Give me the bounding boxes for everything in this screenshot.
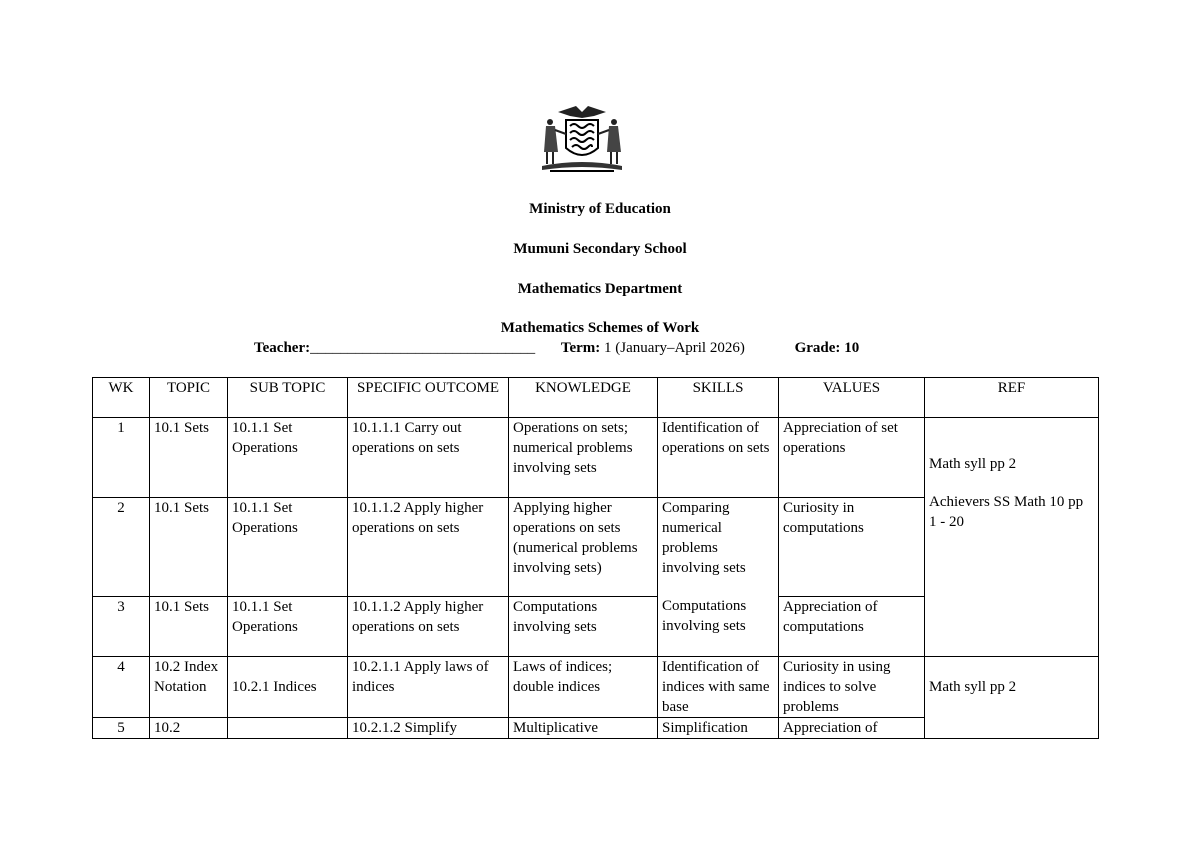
topic-cell: 10.1 Sets bbox=[150, 597, 228, 657]
week-cell: 4 bbox=[93, 657, 150, 718]
skills-cell: Simplification bbox=[658, 718, 779, 739]
knowledge-cell: Multiplicative bbox=[509, 718, 658, 739]
table-header-row bbox=[93, 378, 1099, 418]
column-header-topic: TOPIC bbox=[150, 378, 228, 418]
topic-cell: 10.1 Sets bbox=[150, 418, 228, 498]
sub-topic-cell: 10.2.1 Indices bbox=[228, 657, 348, 718]
teacher-label: Teacher: bbox=[254, 340, 311, 356]
sub-topic-cell bbox=[228, 718, 348, 739]
grade-value: 10 bbox=[844, 340, 860, 356]
sub-topic-cell: 10.1.1 Set Operations bbox=[228, 597, 348, 657]
table-row bbox=[93, 418, 1099, 498]
topic-cell: 10.2 bbox=[150, 718, 228, 739]
values-cell: Curiosity in computations bbox=[779, 498, 925, 597]
ref-syllabus: Math syll pp 2 bbox=[929, 456, 1017, 472]
skills-cell-merged bbox=[658, 498, 779, 657]
outcome-cell: 10.2.1.1 Apply laws of indices bbox=[348, 657, 509, 718]
outcome-cell: 10.1.1.1 Carry out operations on sets bbox=[348, 418, 509, 498]
term-label: Term: bbox=[560, 340, 601, 356]
scheme-of-work-table bbox=[92, 377, 1099, 739]
topic-cell: 10.1 Sets bbox=[150, 498, 228, 597]
knowledge-cell: Applying higher operations on sets (numerical problems involving sets) bbox=[509, 498, 658, 597]
values-cell: Appreciation of computations bbox=[779, 597, 925, 657]
department-heading: Mathematics Department bbox=[517, 281, 683, 297]
column-header-specific-outcome: SPECIFIC OUTCOME bbox=[348, 378, 509, 418]
week-cell: 3 bbox=[93, 597, 150, 657]
values-cell: Appreciation of bbox=[779, 718, 925, 739]
skills-cell: Identification of operations on sets bbox=[658, 418, 779, 498]
ref-syllabus: Math syll pp 2 bbox=[929, 679, 1017, 695]
outcome-cell: 10.1.1.2 Apply higher operations on sets bbox=[348, 597, 509, 657]
knowledge-cell: Laws of indices; double indices bbox=[509, 657, 658, 718]
document-title: Mathematics Schemes of Work bbox=[500, 320, 700, 336]
sub-topic-cell: 10.1.1 Set Operations bbox=[228, 498, 348, 597]
grade-label: Grade: bbox=[794, 340, 841, 356]
info-line bbox=[254, 339, 859, 357]
teacher-blank: ______________________________ bbox=[310, 340, 536, 356]
values-cell: Appreciation of set operations bbox=[779, 418, 925, 498]
skills-text: Computations involving sets bbox=[662, 598, 747, 634]
column-header-sub-topic: SUB TOPIC bbox=[228, 378, 348, 418]
column-header-skills: SKILLS bbox=[658, 378, 779, 418]
week-cell: 1 bbox=[93, 418, 150, 498]
week-cell: 2 bbox=[93, 498, 150, 597]
outcome-cell: 10.1.1.2 Apply higher operations on sets bbox=[348, 498, 509, 597]
topic-cell: 10.2 Index Notation bbox=[150, 657, 228, 718]
ref-textbook: Achievers SS Math 10 pp 1 - 20 bbox=[929, 494, 1084, 530]
knowledge-cell: Operations on sets; numerical problems involving sets bbox=[509, 418, 658, 498]
values-cell: Curiosity in using indices to solve problems bbox=[779, 657, 925, 718]
skills-cell: Identification of indices with same base bbox=[658, 657, 779, 718]
knowledge-cell: Computations involving sets bbox=[509, 597, 658, 657]
term-value: 1 (January–April 2026) bbox=[604, 340, 745, 356]
school-heading: Mumuni Secondary School bbox=[513, 241, 687, 257]
column-header-ref: REF bbox=[925, 378, 1099, 418]
week-cell: 5 bbox=[93, 718, 150, 739]
sub-topic-cell: 10.1.1 Set Operations bbox=[228, 418, 348, 498]
table-row bbox=[93, 657, 1099, 718]
column-header-values: VALUES bbox=[779, 378, 925, 418]
ref-cell-indices bbox=[925, 657, 1099, 739]
column-header-wk: WK bbox=[93, 378, 150, 418]
ref-cell-sets bbox=[925, 418, 1099, 657]
skills-text: Comparing numerical problems involving sets bbox=[662, 500, 746, 576]
coat-of-arms-emblem bbox=[536, 104, 628, 176]
outcome-cell: 10.2.1.2 Simplify bbox=[348, 718, 509, 739]
ministry-heading: Ministry of Education bbox=[529, 201, 671, 217]
column-header-knowledge: KNOWLEDGE bbox=[509, 378, 658, 418]
